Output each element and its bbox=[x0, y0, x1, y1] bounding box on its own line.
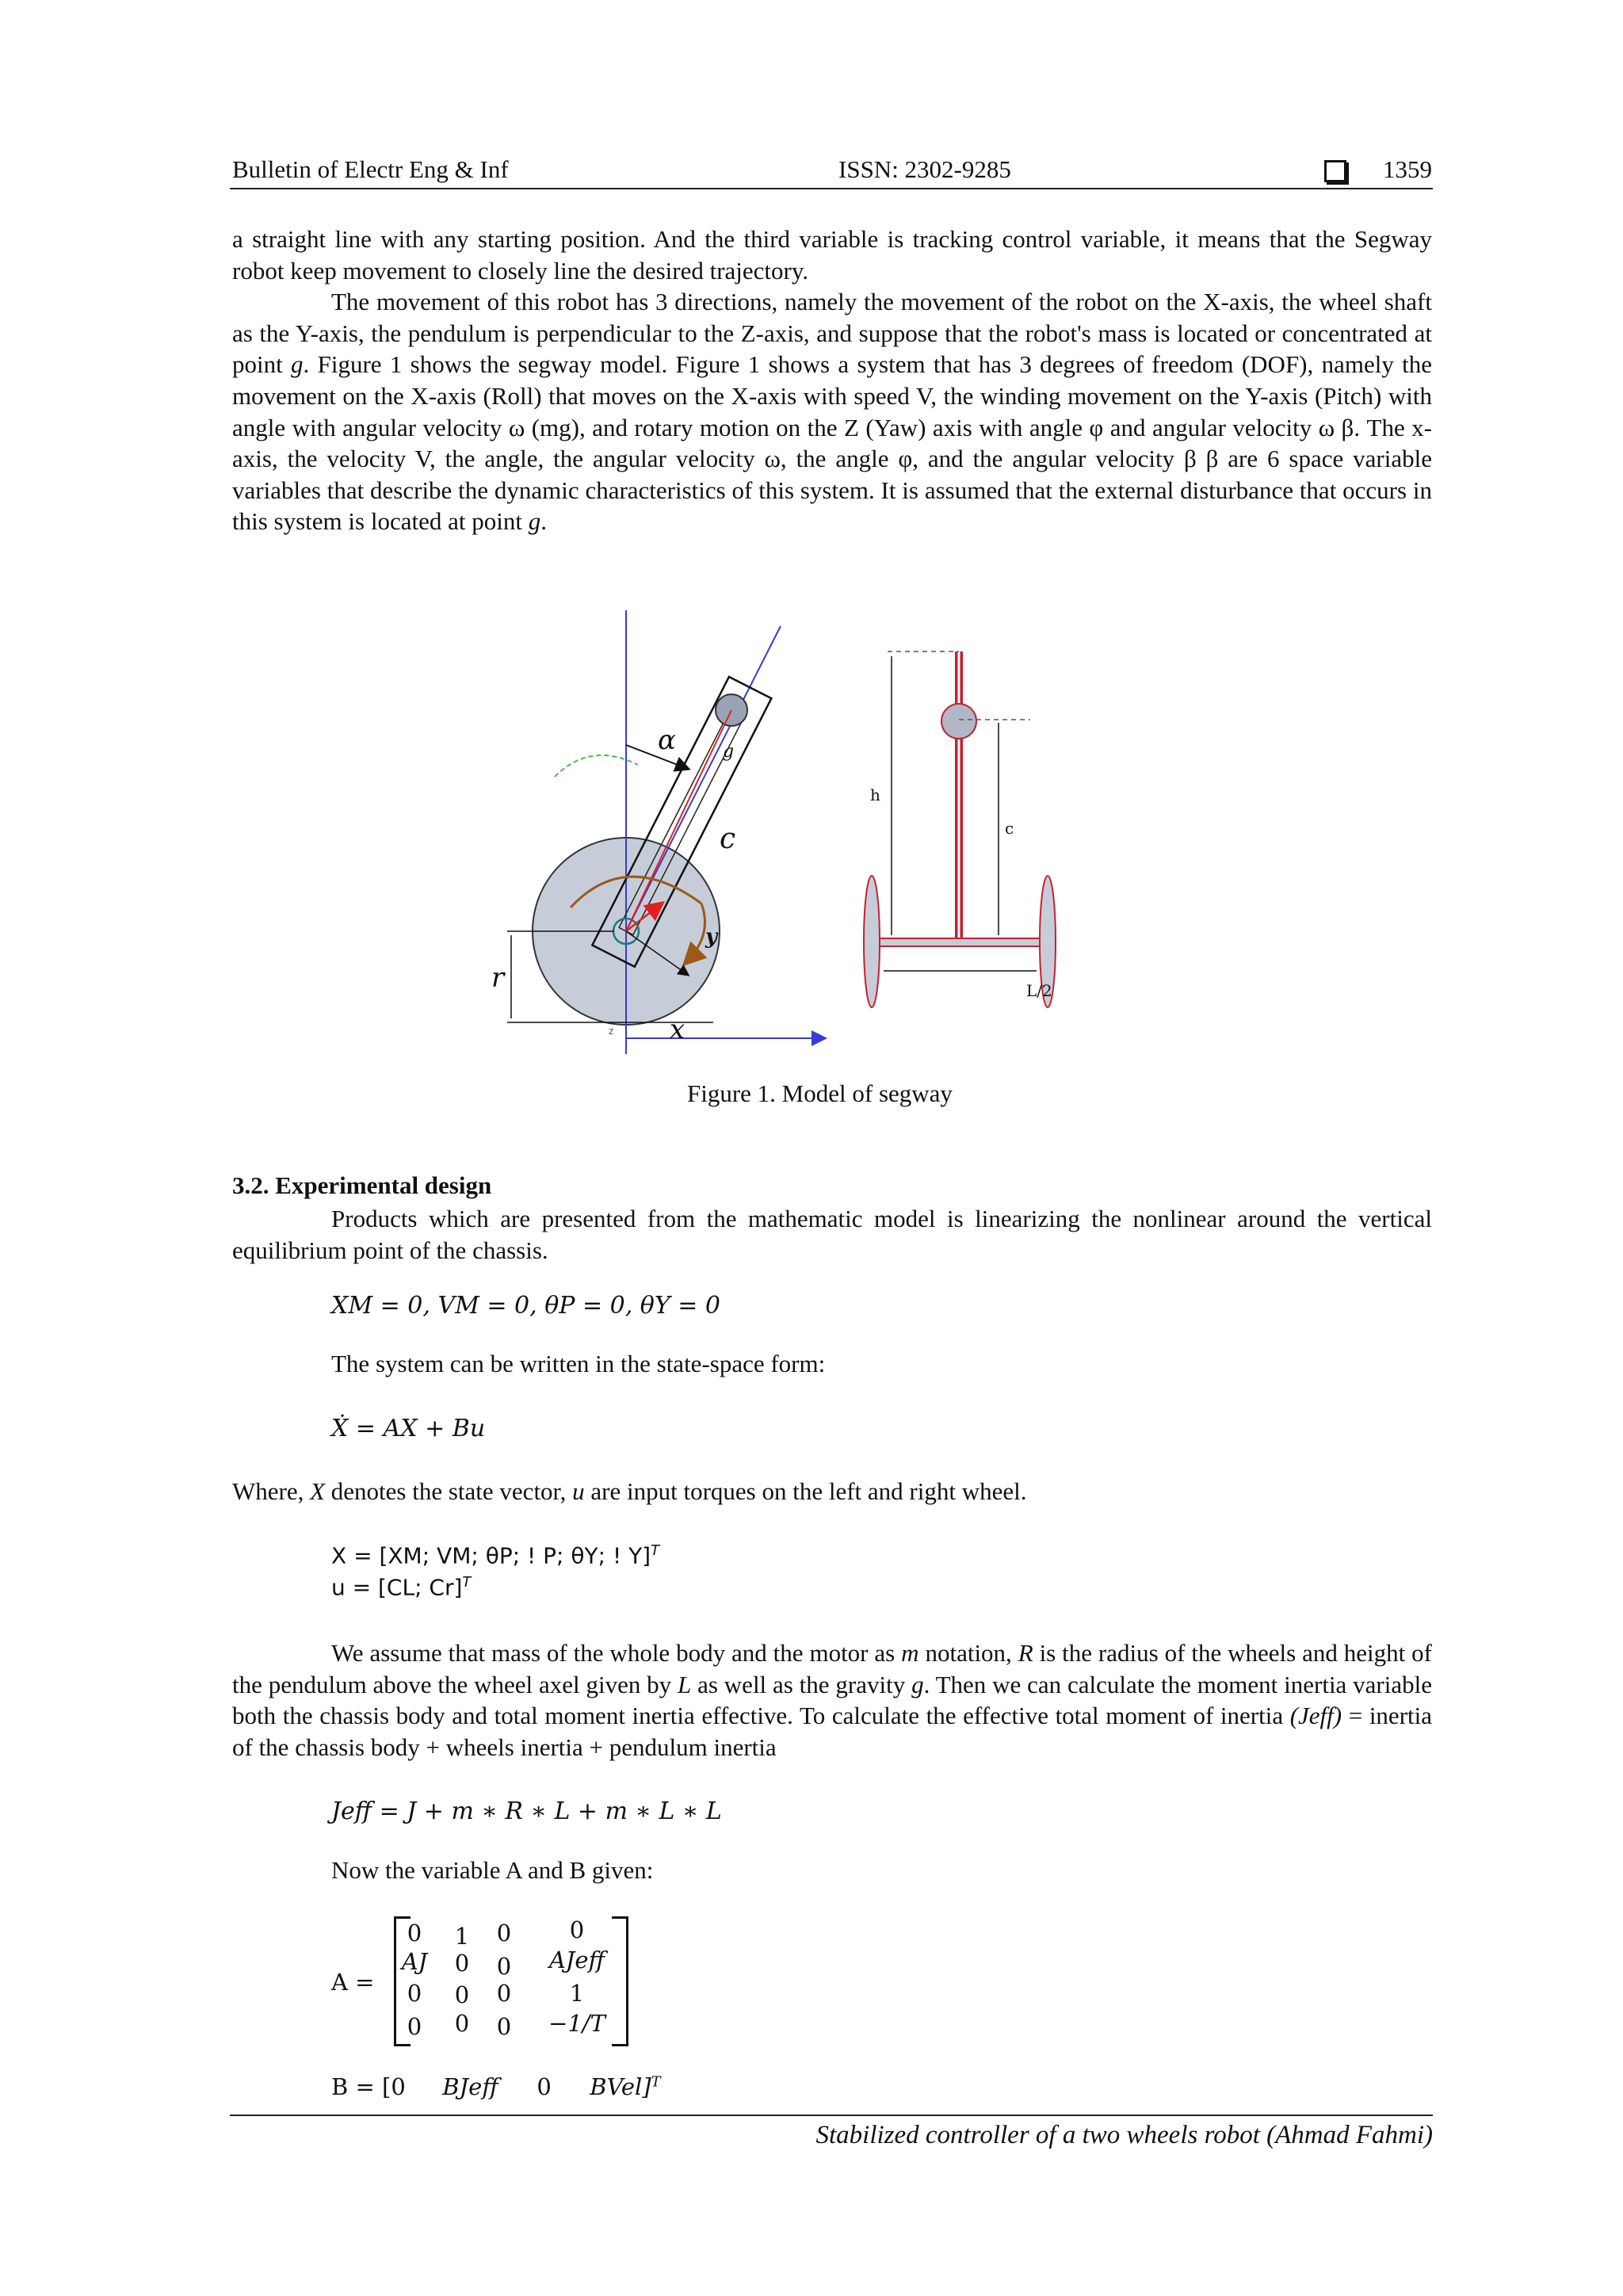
label-r: r bbox=[491, 962, 505, 994]
paragraph-1: a straight line with any starting position. And the third variable is tracking control variable, it means that the Segway robot keep movement to closely line the desired trajectory. bbox=[232, 225, 1432, 285]
alpha-arrow bbox=[626, 745, 688, 769]
matrix-a-cell: −1/T bbox=[548, 2010, 605, 2037]
label-alpha: α bbox=[658, 724, 676, 756]
figure-caption: Figure 1. Model of segway bbox=[687, 1079, 953, 1107]
matrix-a-cell: 0 bbox=[454, 1981, 470, 2008]
front-axle bbox=[878, 938, 1041, 946]
equation-input-vector: u = [CL; Cr]$^T$ bbox=[331, 1574, 472, 1601]
equation-state-space: Ẋ = AX + Bu bbox=[331, 1415, 486, 1442]
footer-rule bbox=[230, 2115, 1433, 2116]
where-text: Where, X denotes the state vector, u are input torques on the left and right wheel. bbox=[232, 1477, 1027, 1505]
equation-state-vector: X = [XM; VM; θP; ! P; θY; ! Y]$^T$ bbox=[331, 1542, 660, 1569]
checkbox-glyph-icon bbox=[1324, 160, 1346, 182]
segway-figure bbox=[475, 610, 1189, 1070]
label-x: x bbox=[670, 1014, 685, 1045]
inertia-paragraph: We assume that mass of the whole body and the motor as m notation, R is the radius of the wheels and height of the pendulum above the wheel axel given by L as well as the gravity g. Then we can calculate the moment inertia variable both the chassis body and total moment inertia effective. To calculate the effective total moment of inertia (Jeff) = inertia of the chassis body + wheels inertia + pendulum inertia bbox=[232, 1639, 1432, 1761]
matrix-a-cell: 0 bbox=[496, 1920, 512, 1946]
matrix-a-cell: 0 bbox=[454, 2010, 470, 2037]
matrix-a-cell: 0 bbox=[407, 1980, 422, 2007]
label-z: z bbox=[609, 1026, 614, 1037]
running-footer: Stabilized controller of a two wheels robot (Ahmad Fahmi) bbox=[815, 2121, 1433, 2149]
state-space-intro: The system can be written in the state-space form: bbox=[331, 1350, 826, 1377]
equation-equilibrium: XM = 0, VM = 0, θP = 0, θY = 0 bbox=[331, 1292, 720, 1320]
matrix-a-label: A = bbox=[331, 1969, 375, 1996]
section-paragraph: Products which are presented from the mathematic model is linearizing the nonlinear around the vertical equilibrium point of the chassis. bbox=[232, 1205, 1432, 1264]
matrix-a-cell: 1 bbox=[454, 1923, 470, 1950]
ab-intro: Now the variable A and B given: bbox=[331, 1856, 654, 1884]
matrix-a-cell: 1 bbox=[569, 1980, 585, 2007]
label-c-right: c bbox=[1005, 819, 1014, 838]
body-text-top bbox=[232, 223, 1432, 537]
matrix-a-cell: 0 bbox=[407, 2013, 422, 2040]
matrix-a-cell: AJ bbox=[401, 1948, 428, 1975]
section-heading: 3.2. Experimental design bbox=[232, 1171, 492, 1199]
paragraph-2: The movement of this robot has 3 directions, namely the movement of the robot on the X-axis, the wheel shaft as the Y-axis, the pendulum is perpendicular to the Z-axis, and suppose that the robot's mass is located or concentrated at point g. Figure 1 shows the segway model. Figure 1 shows a system that has 3 degrees of freedom (DOF), namely the movement on the X-axis (Roll) that moves on the X-axis with speed V, the winding movement on the Y-axis (Pitch) with angle with angular velocity ω (mg), and rotary motion on the Z (Yaw) axis with angle φ and angular velocity ω β. The x-axis, the velocity V, the angle, the angular velocity ω, the angle φ, and the angular velocity β β are 6 space variable variables that describe the dynamic characteristics of this system. It is assumed that the external disturbance that occurs in this system is located at point g. bbox=[232, 288, 1432, 536]
matrix-a-cell: 0 bbox=[496, 2013, 512, 2040]
label-c-left: c bbox=[720, 823, 736, 855]
matrix-a-cell: 0 bbox=[407, 1920, 422, 1946]
matrix-a-cell: 0 bbox=[496, 1953, 512, 1980]
matrix-a-right-bracket bbox=[612, 1916, 628, 2046]
issn: ISSN: 2302-9285 bbox=[838, 155, 1011, 183]
front-wheel-left bbox=[864, 876, 880, 1007]
label-g: g bbox=[723, 742, 735, 762]
front-mass bbox=[941, 704, 976, 739]
equation-jeff: Jeff = J + m ∗ R ∗ L + m ∗ L ∗ L bbox=[331, 1797, 722, 1825]
label-half-l: L/2 bbox=[1026, 981, 1052, 1000]
matrix-a-cell: 0 bbox=[496, 1980, 512, 2007]
matrix-a-cell: 0 bbox=[569, 1916, 585, 1943]
header-rule bbox=[230, 188, 1433, 189]
label-y: y bbox=[705, 925, 718, 949]
matrix-a-cell: AJeff bbox=[548, 1946, 605, 1973]
vector-b: B = [0 BJeff 0 BVel]$^T$ bbox=[331, 2073, 661, 2100]
journal-title: Bulletin of Electr Eng & Inf bbox=[232, 155, 509, 183]
page-number: 1359 bbox=[1383, 155, 1432, 183]
matrix-a-cell: 0 bbox=[454, 1950, 470, 1977]
label-h: h bbox=[870, 785, 880, 804]
